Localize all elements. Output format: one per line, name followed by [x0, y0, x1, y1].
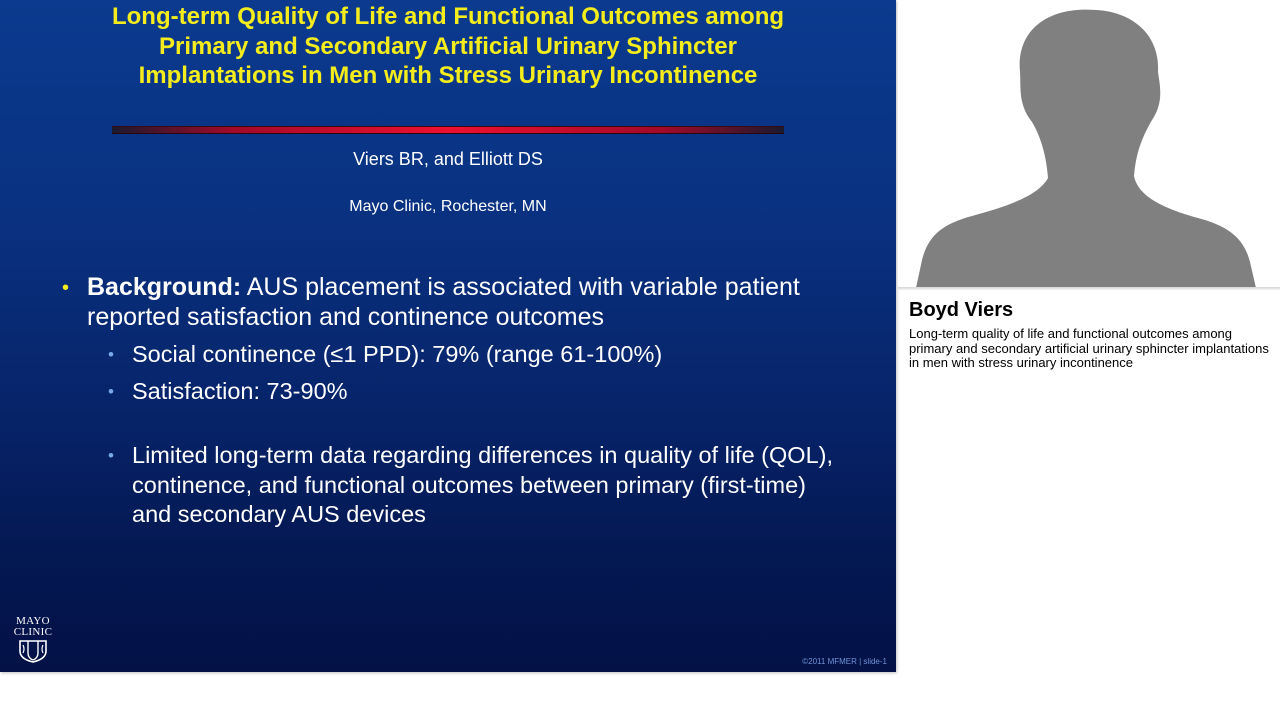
mayo-clinic-logo — [10, 616, 56, 664]
bullet-dot-icon: • — [108, 382, 114, 401]
talk-title: Long-term quality of life and functional outcomes among primary and secondary artificial urinary sphincter implantations in men with stress urinary incontinence — [909, 326, 1269, 370]
bullet-label: Background: — [87, 273, 242, 301]
slide-authors: Viers BR, and Elliott DS — [353, 149, 543, 169]
photo-divider — [898, 287, 1280, 290]
slide-copyright: ©2011 MFMER | slide-1 — [802, 657, 887, 666]
title-divider — [112, 126, 784, 134]
bullet-dot-icon: • — [108, 446, 114, 465]
speaker-name: Boyd Viers — [909, 299, 1014, 321]
logo-line-1: MAYO — [16, 615, 50, 627]
bullet-dot-icon: • — [108, 345, 114, 364]
logo-line-2: CLINIC — [13, 626, 53, 638]
person-silhouette-icon — [898, 0, 1280, 288]
bullet-text: AUS placement is associated with variable patient reported satisfaction and continence outcomes — [87, 273, 800, 331]
bullet-background — [62, 273, 842, 332]
sub-bullet-text: Limited long-term data regarding differences in quality of life (QOL), continence, and functional outcomes between primary (first-time) and secondary AUS devices — [132, 442, 833, 527]
bullet-dot-icon: • — [62, 277, 70, 299]
mayo-shield-icon — [17, 639, 49, 663]
sub-bullet-satisfaction — [108, 377, 848, 407]
slide-title: Long-term Quality of Life and Functional Outcomes among Primary and Secondary Artificial Urinary Sphincter Implantations in Men with Stress Urinary Incontinence — [111, 3, 785, 89]
sub-bullet-social-continence — [108, 340, 848, 370]
slide-affiliation: Mayo Clinic, Rochester, MN — [349, 198, 547, 215]
speaker-photo — [898, 0, 1280, 288]
sub-bullet-text: Social continence (≤1 PPD): 79% (range 61-100%) — [132, 341, 663, 367]
sub-bullet-limited-data — [108, 441, 848, 530]
sub-bullet-text: Satisfaction: 73-90% — [132, 378, 348, 404]
